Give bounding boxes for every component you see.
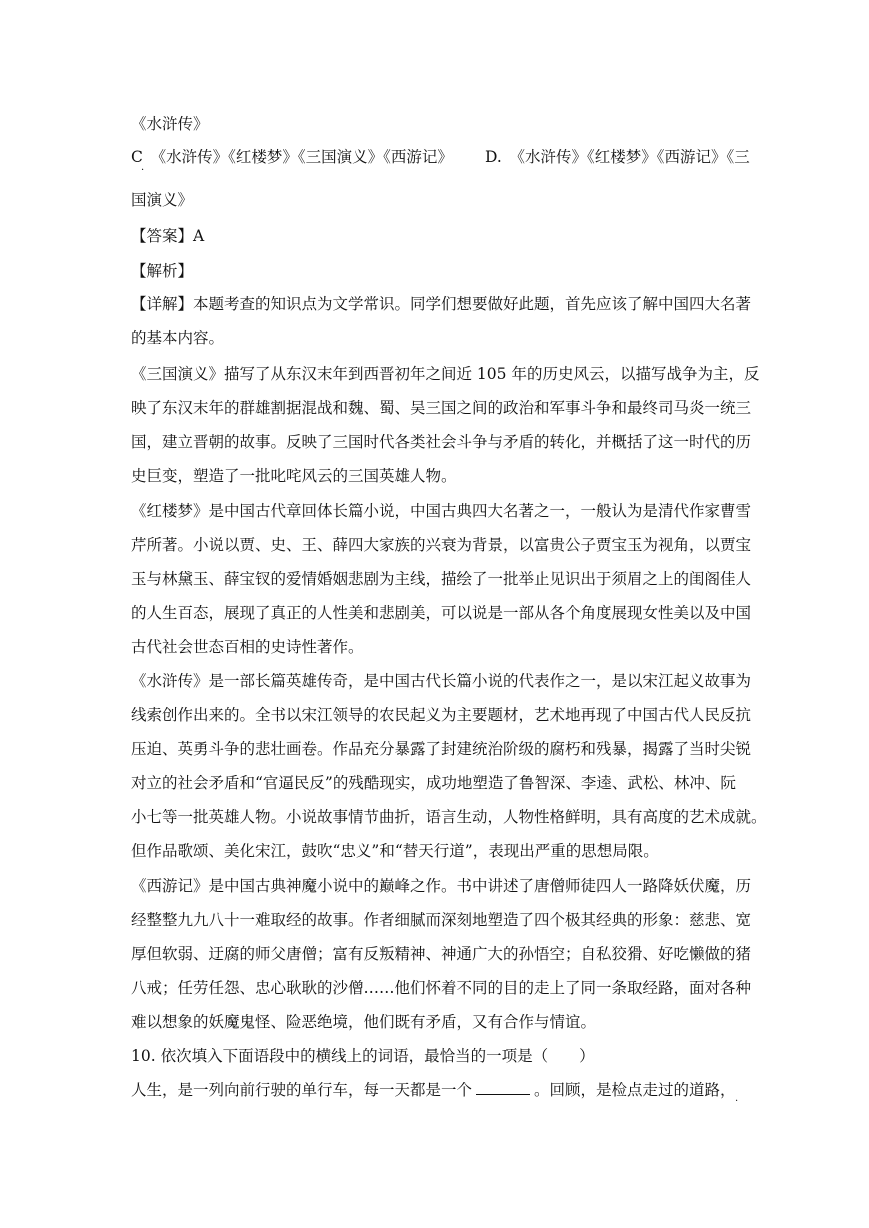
paragraph-line: 《西游记》是中国古典神魔小说中的巅峰之作。书中讲述了唐僧师徒四人一路降妖伏魔，历 bbox=[131, 877, 752, 895]
paragraph-line: 八戒；任劳任怨、忠心耿耿的沙僧……他们怀着不同的目的走上了同一条取经路，面对各种 bbox=[131, 979, 752, 997]
trailing-dot-mark: . bbox=[735, 1093, 739, 1104]
paragraph-line: 玉与林黛玉、薛宝钗的爱情婚姻悲剧为主线，描绘了一批举止见识出于须眉之上的闺阁佳人 bbox=[131, 570, 752, 588]
paragraph-line: 的基本内容。 bbox=[131, 329, 225, 347]
paragraph-line: 难以想象的妖魔鬼怪、险恶绝境，他们既有矛盾，又有合作与情谊。 bbox=[131, 1013, 597, 1031]
paragraph-line: 古代社会世态百相的史诗性著作。 bbox=[131, 638, 364, 656]
paragraph-line: 【详解】本题考查的知识点为文学常识。同学们想要做好此题，首先应该了解中国四大名著 bbox=[131, 295, 752, 313]
paragraph-line: 《红楼梦》是中国古代章回体长篇小说，中国古典四大名著之一，一般认为是清代作家曹雪 bbox=[131, 502, 752, 520]
paragraph-line: 芹所著。小说以贾、史、王、薛四大家族的兴衰为背景，以富贵公子贾宝玉为视角，以贾宝 bbox=[131, 536, 752, 554]
option-d: D. 《水浒传》《红楼梦》《西游记》《三 bbox=[485, 148, 750, 166]
paragraph-line: 线索创作出来的。全书以宋江领导的农民起义为主要题材，艺术地再现了中国古代人民反抗 bbox=[131, 706, 752, 724]
paragraph-line: 但作品歌颂、美化宋江，鼓吹“忠义”和“替天行道”，表现出严重的思想局限。 bbox=[131, 842, 659, 860]
analysis-heading: 【解析】 bbox=[131, 262, 194, 280]
paragraph-line: 映了东汉末年的群雄割据混战和魏、蜀、吴三国之间的政治和军事斗争和最终司马炎一统三 bbox=[131, 399, 752, 417]
paragraph-line: 《三国演义》描写了从东汉末年到西晋初年之间近 105 年的历史风云，以描写战争为主，反 bbox=[131, 365, 760, 383]
paragraph-line: 《水浒传》是一部长篇英雄传奇，是中国古代长篇小说的代表作之一，是以宋江起义故事为 bbox=[131, 672, 752, 690]
paragraph-line: 的人生百态，展现了真正的人性美和悲剧美，可以说是一部从各个角度展现女性美以及中国 bbox=[131, 604, 752, 622]
paragraph-line: 经整整九九八十一难取经的故事。作者细腻而深刻地塑造了四个极其经典的形象：慈悲、宽 bbox=[131, 911, 752, 929]
question-10: 10. 依次填入下面语段中的横线上的词语，最恰当的一项是（ ） bbox=[131, 1047, 595, 1065]
paragraph-line: 国，建立晋朝的故事。反映了三国时代各类社会斗争与矛盾的转化，并概括了这一时代的历 bbox=[131, 433, 752, 451]
answer-line: 【答案】A bbox=[131, 227, 205, 245]
passage-text-before: 人生，是一列向前行驶的单行车，每一天都是一个 bbox=[131, 1081, 473, 1099]
option-c-dot-mark: · bbox=[141, 165, 145, 176]
option-c: C 《水浒传》《红楼梦》《三国演义》《西游记》 bbox=[131, 148, 453, 166]
passage-text-after: 。回顾，是检点走过的道路， bbox=[534, 1081, 736, 1099]
fill-in-blank bbox=[476, 1080, 530, 1095]
paragraph-line: 小七等一批英雄人物。小说故事情节曲折，语言生动，人物性格鲜明，具有高度的艺术成就。 bbox=[131, 808, 767, 826]
option-b-continuation: 《水浒传》 bbox=[131, 115, 209, 133]
paragraph-line: 厚但软弱、迂腐的师父唐僧；富有反叛精神、神通广大的孙悟空；自私狡猾、好吃懒做的猪 bbox=[131, 945, 752, 963]
paragraph-line: 史巨变，塑造了一批叱咤风云的三国英雄人物。 bbox=[131, 467, 457, 485]
option-d-continuation: 国演义》 bbox=[131, 191, 194, 209]
paragraph-line: 压迫、英勇斗争的悲壮画卷。作品充分暴露了封建统治阶级的腐朽和残暴，揭露了当时尖锐 bbox=[131, 740, 752, 758]
question-10-passage bbox=[131, 1080, 736, 1100]
paragraph-line: 对立的社会矛盾和“官逼民反”的残酷现实，成功地塑造了鲁智深、李逵、武松、林冲、阮 bbox=[131, 774, 736, 792]
